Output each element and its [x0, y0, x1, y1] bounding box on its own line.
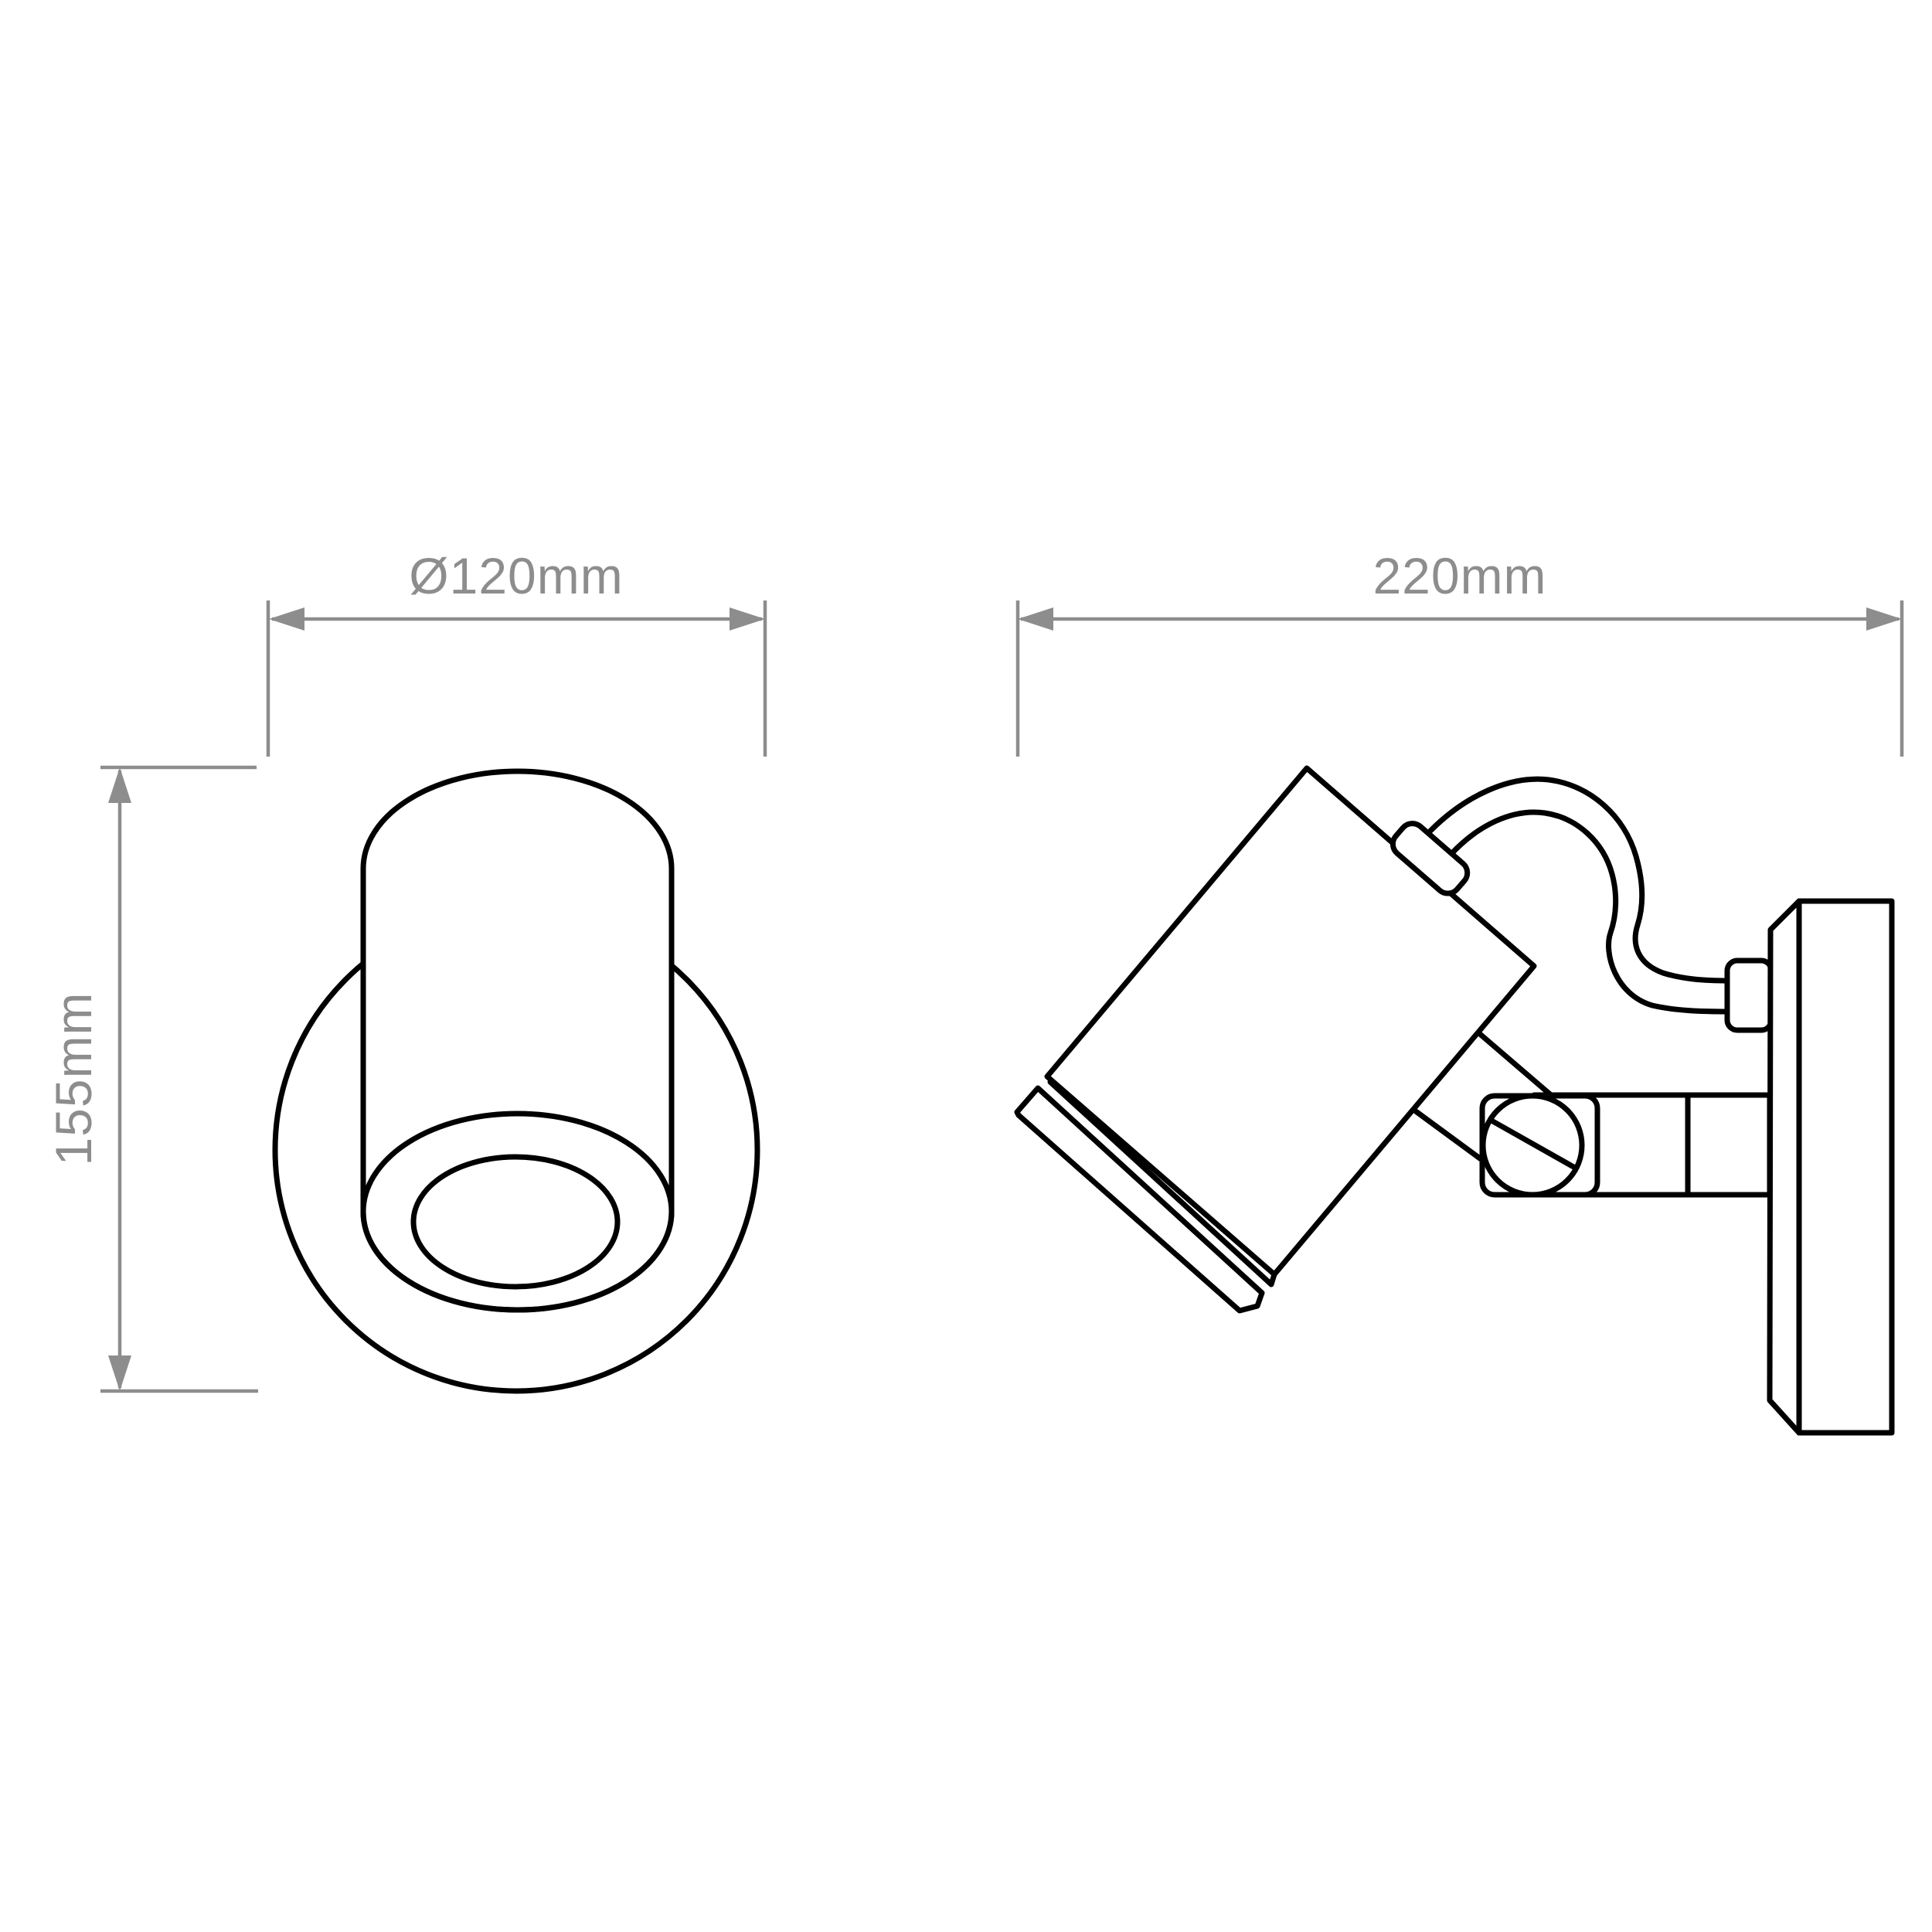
cylinder-body	[363, 771, 672, 1310]
front-view	[275, 771, 757, 1391]
side-view	[1017, 768, 1892, 1433]
dimension-front-height	[45, 767, 258, 1391]
dimension-side-width	[1018, 547, 1902, 757]
wall-plate-face	[1799, 901, 1892, 1433]
side-width-label: 220mm	[1372, 547, 1547, 604]
cable-junction-block	[1727, 961, 1771, 1030]
neck-upper-line	[1480, 1034, 1551, 1095]
wall-plate-side	[1770, 901, 1799, 1433]
dimension-front-diameter	[268, 547, 765, 757]
front-height-label: 155mm	[45, 992, 102, 1166]
front-diameter-label: Ø120mm	[409, 547, 624, 604]
